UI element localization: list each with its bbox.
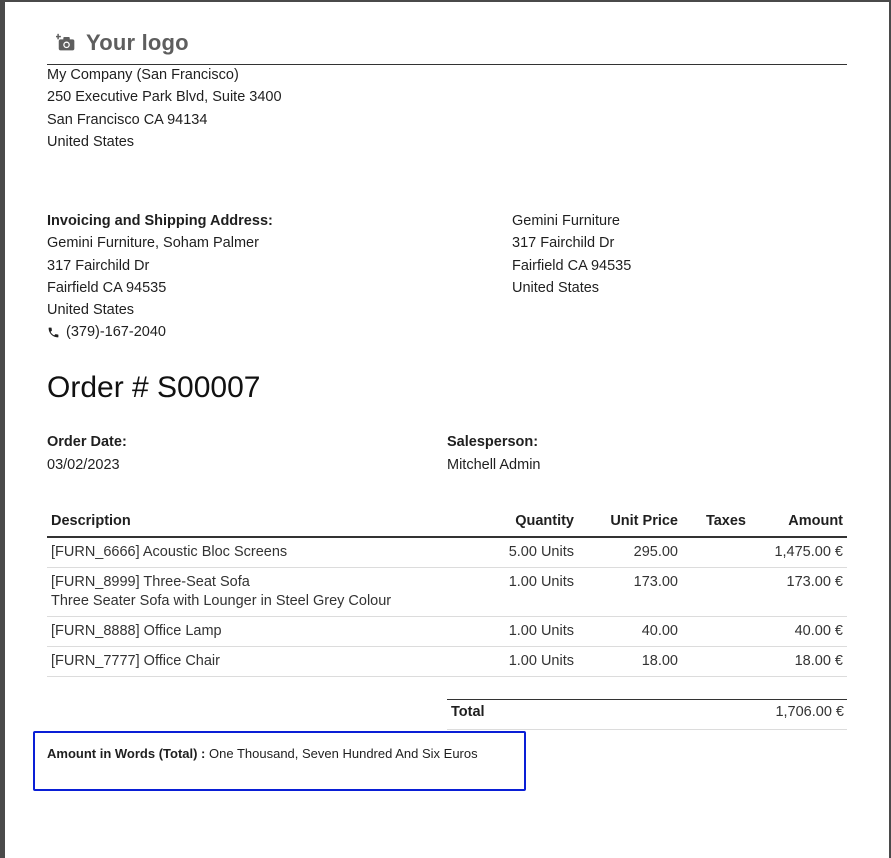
shipping-city: Fairfield CA 94535 bbox=[512, 257, 632, 274]
invoicing-address bbox=[47, 210, 273, 344]
total-label: Total bbox=[451, 704, 485, 720]
logo-text: Your logo bbox=[86, 30, 189, 55]
row-taxes bbox=[682, 647, 750, 677]
invoicing-label: Invoicing and Shipping Address: bbox=[47, 213, 273, 229]
table-row bbox=[47, 568, 847, 617]
invoicing-name: Gemini Furniture, Soham Palmer bbox=[47, 235, 259, 252]
phone-icon bbox=[47, 326, 60, 339]
invoicing-street: 317 Fairchild Dr bbox=[47, 257, 150, 274]
col-quantity: Quantity bbox=[485, 508, 578, 537]
row-unit-price: 295.00 bbox=[578, 537, 682, 568]
company-city: San Francisco CA 94134 bbox=[47, 111, 208, 128]
shipping-street: 317 Fairchild Dr bbox=[512, 235, 615, 252]
amount-in-words-value: One Thousand, Seven Hundred And Six Euros bbox=[209, 746, 478, 761]
invoicing-city: Fairfield CA 94535 bbox=[47, 279, 167, 296]
total-top-rule bbox=[447, 699, 847, 700]
row-amount: 173.00 € bbox=[750, 568, 847, 617]
col-amount: Amount bbox=[750, 508, 847, 537]
company-street: 250 Executive Park Blvd, Suite 3400 bbox=[47, 89, 282, 106]
row-unit-price: 40.00 bbox=[578, 617, 682, 647]
company-name: My Company (San Francisco) bbox=[47, 67, 239, 83]
row-taxes bbox=[682, 568, 750, 617]
invoicing-country: United States bbox=[47, 302, 135, 319]
table-header-row bbox=[47, 508, 847, 537]
row-unit-price: 18.00 bbox=[578, 647, 682, 677]
shipping-country: United States bbox=[512, 279, 600, 296]
salesperson: Mitchell Admin bbox=[447, 457, 541, 473]
row-description-cell bbox=[47, 568, 485, 617]
shipping-name: Gemini Furniture bbox=[512, 213, 620, 229]
row-note: Three Seater Sofa with Lounger in Steel Grey Colour bbox=[51, 593, 392, 609]
row-taxes bbox=[682, 537, 750, 568]
amount-in-words-highlight bbox=[33, 731, 526, 791]
row-quantity: 1.00 Units bbox=[485, 647, 578, 677]
row-quantity: 5.00 Units bbox=[485, 537, 578, 568]
company-logo bbox=[56, 28, 189, 58]
viewer-frame-left bbox=[0, 0, 5, 858]
viewer-frame-top bbox=[0, 0, 891, 2]
col-taxes: Taxes bbox=[682, 508, 750, 537]
row-amount: 18.00 € bbox=[750, 647, 847, 677]
row-unit-price: 173.00 bbox=[578, 568, 682, 617]
row-quantity: 1.00 Units bbox=[485, 617, 578, 647]
amount-in-words-label: Amount in Words (Total) : bbox=[47, 746, 206, 761]
amount-in-words bbox=[47, 746, 478, 761]
table-row bbox=[47, 647, 847, 677]
salesperson-label: Salesperson: bbox=[447, 434, 539, 450]
order-date-label: Order Date: bbox=[47, 434, 127, 450]
row-amount: 1,475.00 € bbox=[750, 537, 847, 568]
row-description: [FURN_7777] Office Chair bbox=[47, 647, 485, 677]
order-title: Order # S00007 bbox=[47, 371, 261, 404]
row-description: [FURN_6666] Acoustic Bloc Screens bbox=[47, 537, 485, 568]
shipping-address bbox=[512, 210, 631, 299]
order-date: 03/02/2023 bbox=[47, 457, 120, 473]
company-country: United States bbox=[47, 133, 135, 150]
col-unit-price: Unit Price bbox=[578, 508, 682, 537]
row-amount: 40.00 € bbox=[750, 617, 847, 647]
row-description: [FURN_8888] Office Lamp bbox=[47, 617, 485, 647]
total-value: 1,706.00 € bbox=[775, 704, 844, 720]
total-bottom-rule bbox=[447, 729, 847, 730]
row-quantity: 1.00 Units bbox=[485, 568, 578, 617]
table-row bbox=[47, 537, 847, 568]
invoicing-phone: (379)-167-2040 bbox=[66, 324, 166, 341]
row-description: [FURN_8999] Three-Seat Sofa bbox=[51, 574, 250, 590]
col-description: Description bbox=[47, 508, 485, 537]
invoicing-phone-row bbox=[47, 321, 273, 343]
row-taxes bbox=[682, 617, 750, 647]
company-address bbox=[47, 64, 282, 153]
order-lines-table bbox=[47, 508, 847, 677]
table-row bbox=[47, 617, 847, 647]
camera-icon bbox=[56, 32, 78, 54]
